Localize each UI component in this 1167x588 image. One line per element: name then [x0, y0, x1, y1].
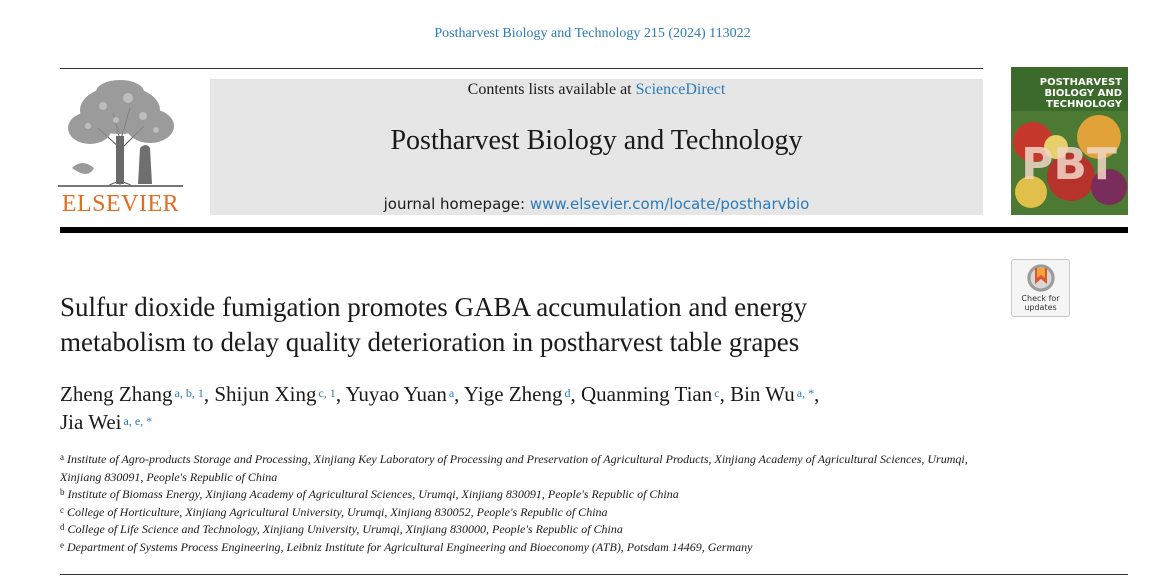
affiliation-item — [60, 486, 990, 504]
journal-cover[interactable] — [1011, 67, 1128, 215]
affiliation-item — [60, 504, 990, 522]
author-affiliation-marks[interactable]: c — [714, 386, 720, 400]
publisher-wordmark: ELSEVIER — [61, 191, 180, 217]
author-affiliation-marks[interactable]: a — [448, 386, 455, 400]
article-title-line: metabolism to delay quality deterioration in postharvest table grapes — [60, 327, 800, 357]
sciencedirect-link[interactable]: ScienceDirect — [635, 81, 726, 98]
journal-homepage — [210, 195, 983, 213]
author-name[interactable]: Zheng Zhang — [60, 382, 173, 406]
author-separator: , — [203, 382, 215, 406]
author-separator: , — [454, 382, 464, 406]
article-title — [60, 290, 960, 360]
top-divider — [60, 68, 983, 69]
affiliation-item — [60, 521, 990, 539]
affiliation-mark: d — [60, 522, 65, 533]
author-name[interactable]: Bin Wu — [730, 382, 795, 406]
author-separator: , — [719, 382, 731, 406]
author-affiliation-marks[interactable]: a, e, * — [123, 414, 153, 428]
journal-name[interactable]: Postharvest Biology and Technology — [390, 125, 803, 156]
publisher-tree-emblem — [58, 78, 183, 188]
cover-title-line: BIOLOGY AND — [1044, 88, 1122, 99]
author-name[interactable]: Quanming Tian — [580, 382, 713, 406]
affiliation-mark: b — [60, 487, 65, 498]
cover-title — [1040, 77, 1122, 110]
bottom-divider — [60, 574, 1128, 575]
affiliation-mark: e — [60, 539, 64, 550]
affiliation-text: Institute of Agro-products Storage and Processing, Xinjiang Key Laboratory of Processing and Preservation of Agricultural Products, Xinjiang Academy of Agricultural Sciences, Urumqi, Xinjiang 830091, People's Republic of China — [60, 452, 968, 484]
cover-letters: PBT — [1021, 139, 1117, 190]
affiliation-mark: a — [60, 452, 64, 462]
homepage-link[interactable]: www.elsevier.com/locate/postharvbio — [529, 195, 810, 213]
author-separator: , — [335, 382, 346, 406]
author-separator: , — [570, 382, 581, 406]
journal-citation[interactable]: Postharvest Biology and Technology 215 (2024) 113022 — [434, 26, 751, 41]
check-updates-line: updates — [1024, 303, 1057, 312]
check-updates-line: Check for — [1021, 294, 1060, 303]
contents-prefix: Contents lists available at — [467, 81, 636, 98]
author-separator: , — [814, 382, 820, 406]
author-name[interactable]: Shijun Xing — [214, 382, 317, 406]
author-name[interactable]: Yige Zheng — [463, 382, 563, 406]
article-title-line: Sulfur dioxide fumigation promotes GABA accumulation and energy — [60, 292, 808, 322]
check-updates-icon — [1025, 262, 1057, 294]
author-name[interactable]: Yuyao Yuan — [345, 382, 447, 406]
author-affiliation-marks[interactable]: a, * — [796, 386, 815, 400]
cover-title-line: POSTHARVEST — [1039, 77, 1122, 88]
affiliation-text: Institute of Biomass Energy, Xinjiang Academy of Agricultural Sciences, Urumqi, Xinjiang 830091, People's Republic of China — [67, 487, 679, 502]
journal-banner — [210, 79, 983, 215]
author-affiliation-marks[interactable]: a, b, 1 — [174, 386, 204, 400]
publisher-logo[interactable] — [58, 78, 183, 218]
affiliation-item — [60, 539, 990, 557]
author-list — [60, 380, 990, 436]
cover-title-line: TECHNOLOGY — [1046, 99, 1122, 110]
author-affiliation-marks[interactable]: d — [564, 386, 571, 400]
author-affiliation-marks[interactable]: c, 1 — [318, 386, 336, 400]
homepage-prefix: journal homepage: — [383, 195, 530, 213]
affiliation-text: College of Life Science and Technology, Xinjiang University, Urumqi, Xinjiang 830000, People's Republic of China — [67, 522, 623, 537]
affiliation-text: Department of Systems Process Engineering, Leibniz Institute for Agricultural Engineering and Bioeconomy (ATB), Potsdam 14469, Germany — [67, 539, 753, 554]
contents-line — [210, 81, 983, 99]
author-name[interactable]: Jia Wei — [60, 410, 122, 434]
affiliation-mark: c — [60, 504, 64, 515]
check-updates-label — [1012, 294, 1069, 312]
affiliation-list — [60, 451, 990, 557]
affiliation-item — [60, 451, 990, 486]
affiliation-text: College of Horticulture, Xinjiang Agricultural University, Urumqi, Xinjiang 830052, People's Republic of China — [67, 504, 608, 519]
header-thick-divider — [60, 227, 1128, 233]
check-for-updates-button[interactable] — [1011, 259, 1070, 317]
